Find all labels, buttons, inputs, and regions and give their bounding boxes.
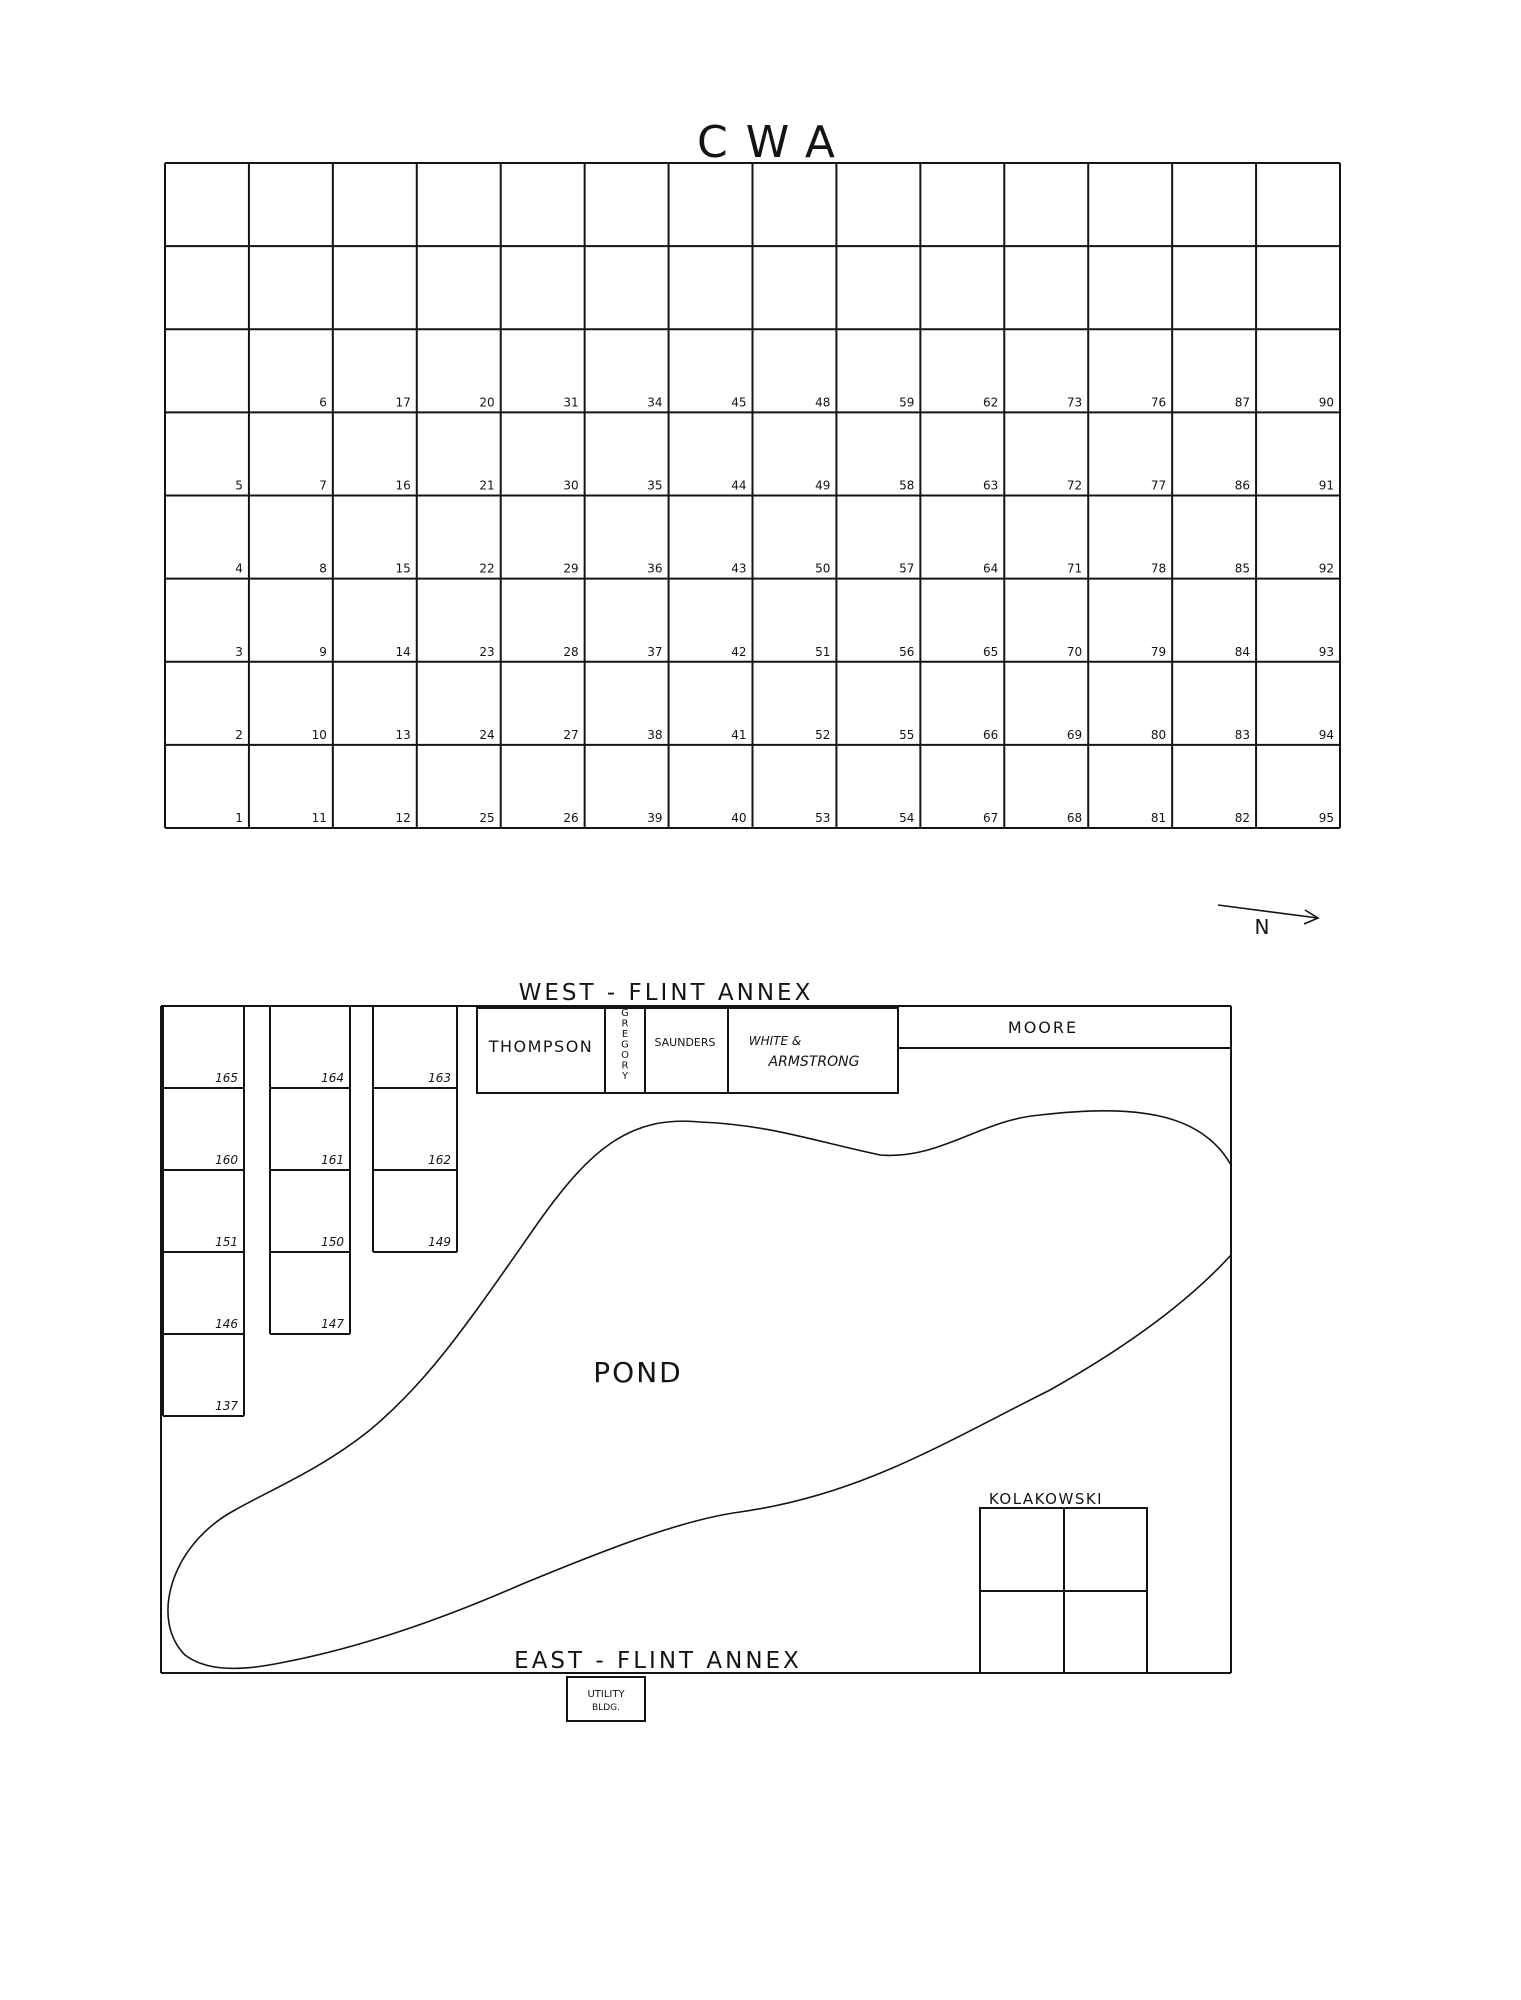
annex-plot-number: 149 (428, 1235, 451, 1249)
annex-plot-number: 165 (215, 1071, 238, 1085)
cwa-plot-number: 43 (731, 561, 747, 576)
cwa-plot-number: 53 (815, 811, 831, 825)
cwa-plot-number: 49 (815, 478, 831, 493)
cwa-plot-number: 15 (395, 561, 411, 576)
cwa-plot-number: 58 (899, 478, 915, 493)
cwa-plot-number: 78 (1150, 561, 1167, 576)
annex-plot-number: 164 (321, 1071, 344, 1085)
cwa-plot-number: 91 (1318, 478, 1334, 493)
cwa-plot-number: 4 (235, 561, 243, 576)
cwa-plot-number: 10 (311, 727, 327, 742)
cwa-plot-number: 24 (479, 727, 495, 742)
cwa-plot-number: 31 (563, 395, 579, 410)
cwa-plot-number: 76 (1150, 395, 1167, 410)
annex-plot-number: 151 (215, 1235, 238, 1249)
annex-boundary (161, 1006, 1231, 1673)
cwa-plot-number: 56 (899, 644, 915, 659)
cwa-plot-number: 70 (1066, 644, 1083, 659)
cwa-plot-number: 11 (311, 811, 327, 825)
cwa-plot-number: 44 (731, 478, 747, 493)
cwa-plot-number: 8 (319, 561, 327, 576)
cwa-plot-number: 29 (563, 561, 579, 576)
cwa-plot-number: 1 (235, 811, 243, 825)
cwa-plot-number: 54 (899, 811, 915, 825)
cwa-plot-number: 36 (647, 561, 663, 576)
cwa-plot-number: 25 (479, 811, 495, 825)
cwa-plot-number: 66 (983, 727, 999, 742)
cwa-plot-number: 6 (319, 395, 327, 410)
cwa-plot-number: 12 (395, 811, 411, 825)
gregory-plot-label: G R E G O R Y (621, 1008, 629, 1082)
cwa-plot-number: 3 (235, 644, 243, 659)
cwa-plot-number: 82 (1234, 811, 1251, 825)
cwa-plot-number: 16 (395, 478, 411, 493)
cwa-plot-number: 5 (235, 478, 243, 493)
white-armstrong-plot-label: WHITE & (748, 1034, 802, 1048)
annex-plot-number: 150 (321, 1235, 344, 1249)
cwa-plot-number: 71 (1066, 561, 1083, 576)
cwa-plot-number: 30 (563, 478, 579, 493)
pond-outline (168, 1111, 1231, 1669)
cwa-plot-number: 50 (815, 561, 831, 576)
cwa-plot-number: 57 (899, 561, 915, 576)
cwa-title: CWA (697, 117, 853, 168)
cwa-plot-number: 72 (1066, 478, 1083, 493)
cwa-plot-number: 62 (983, 395, 999, 410)
kolakowski-plot-label: KOLAKOWSKI (988, 1490, 1104, 1508)
cwa-plot-number: 27 (563, 727, 579, 742)
cwa-plot-number: 59 (899, 395, 915, 410)
annex-plot-number: 163 (428, 1071, 451, 1085)
cwa-plot-number: 94 (1318, 727, 1334, 742)
cwa-plot-number: 90 (1318, 395, 1334, 410)
moore-plot-label: MOORE (1007, 1018, 1079, 1037)
cwa-plot-number: 14 (395, 644, 411, 659)
cwa-plot-number: 83 (1234, 727, 1251, 742)
cwa-plot-number: 2 (235, 727, 243, 742)
cwa-plot-number: 92 (1318, 561, 1334, 576)
cwa-plot-number: 69 (1066, 727, 1083, 742)
annex-plot-number: 162 (428, 1153, 451, 1167)
cwa-plot-number: 67 (983, 811, 999, 825)
annex-plot-number: 161 (321, 1153, 344, 1167)
cwa-plot-number: 38 (647, 727, 663, 742)
cwa-plot-number: 45 (731, 395, 747, 410)
cwa-plot-number: 34 (647, 395, 663, 410)
cwa-plot-number: 64 (983, 561, 999, 576)
cwa-plot-number: 26 (563, 811, 579, 825)
cwa-plot-number: 68 (1066, 811, 1083, 825)
cwa-plot-number: 85 (1234, 561, 1251, 576)
annex-plot-number: 146 (215, 1317, 238, 1331)
cwa-plot-number: 48 (815, 395, 831, 410)
thompson-plot-label: THOMPSON (488, 1037, 594, 1056)
cwa-plot-number: 22 (479, 561, 495, 576)
cwa-plot-number: 95 (1318, 811, 1334, 825)
cwa-plot-number: 40 (731, 811, 747, 825)
cwa-plot-number: 37 (647, 644, 663, 659)
cwa-plot-number: 9 (319, 644, 327, 659)
annex-plot-numbers (215, 1071, 451, 1413)
cwa-plot-number: 81 (1150, 811, 1167, 825)
cwa-plot-number: 20 (479, 395, 495, 410)
cwa-plot-number: 79 (1150, 644, 1167, 659)
cwa-plot-number: 41 (731, 727, 747, 742)
cwa-plot-number: 84 (1234, 644, 1251, 659)
cwa-plot-number: 52 (815, 727, 831, 742)
cwa-plot-number: 7 (319, 478, 327, 493)
cwa-plot-number: 23 (479, 644, 495, 659)
cwa-plot-numbers (235, 395, 1334, 825)
cwa-plot-number: 86 (1234, 478, 1251, 493)
west-flint-annex-label: WEST - FLINT ANNEX (518, 980, 814, 1006)
cwa-plot-number: 80 (1150, 727, 1167, 742)
annex-plot-number: 160 (215, 1153, 238, 1167)
pond-label: POND (593, 1356, 683, 1389)
cwa-plot-number: 35 (647, 478, 663, 493)
cwa-plot-number: 73 (1066, 395, 1083, 410)
cwa-plot-number: 17 (395, 395, 411, 410)
cwa-plot-number: 55 (899, 727, 915, 742)
cwa-plot-number: 13 (395, 727, 411, 742)
annex-plot-columns (163, 1006, 457, 1416)
cwa-plot-number: 87 (1234, 395, 1251, 410)
saunders-plot-label: SAUNDERS (654, 1036, 716, 1049)
cwa-plot-number: 93 (1318, 644, 1334, 659)
cwa-plot-number: 77 (1150, 478, 1167, 493)
cwa-plot-number: 42 (731, 644, 747, 659)
north-label: N (1254, 915, 1270, 939)
cwa-plot-number: 21 (479, 478, 495, 493)
cwa-plot-number: 63 (983, 478, 999, 493)
utility-building-label-line2: BLDG. (592, 1703, 620, 1713)
cwa-plot-number: 39 (647, 811, 663, 825)
east-flint-annex-label: EAST - FLINT ANNEX (514, 1648, 802, 1674)
utility-building-label: UTILITY (587, 1689, 625, 1700)
kolakowski-plot (980, 1508, 1147, 1673)
cwa-plot-number: 28 (563, 644, 579, 659)
annex-plot-number: 137 (215, 1399, 238, 1413)
annex-plot-number: 147 (321, 1317, 344, 1331)
white-armstrong-plot-label-line2: ARMSTRONG (768, 1054, 860, 1070)
cwa-plot-number: 51 (815, 644, 831, 659)
cwa-plot-number: 65 (983, 644, 999, 659)
